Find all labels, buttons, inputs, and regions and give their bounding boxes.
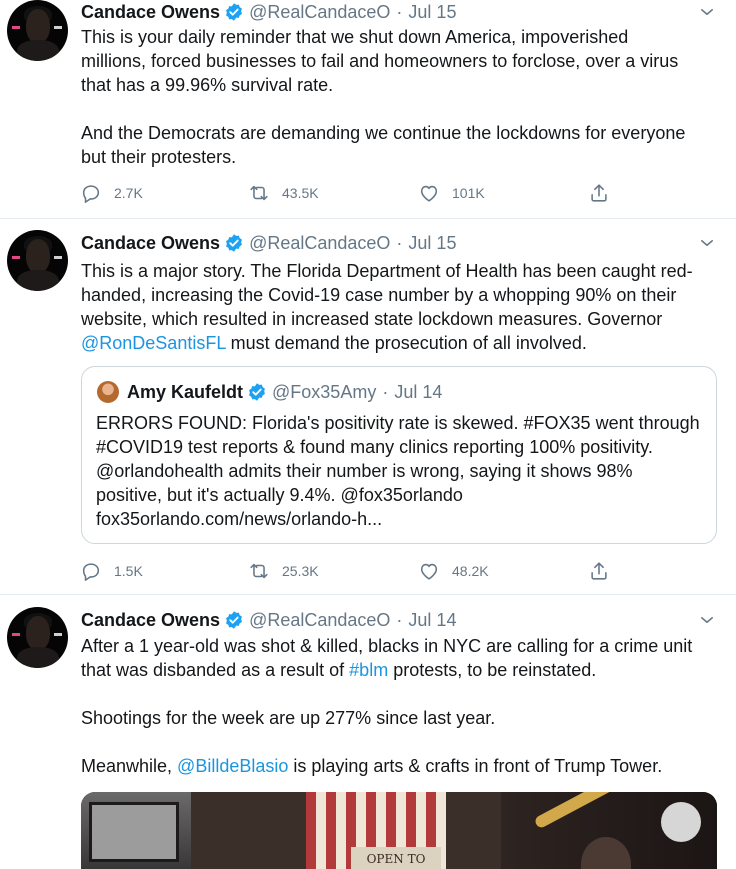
- separator: ·: [382, 381, 389, 402]
- retweet-button[interactable]: [248, 180, 319, 206]
- reply-icon: [80, 560, 102, 582]
- retweet-count: 25.3K: [282, 563, 319, 579]
- tweet-header: [81, 231, 456, 255]
- reply-count: 1.5K: [114, 563, 143, 579]
- share-icon: [588, 560, 610, 582]
- author-name[interactable]: Candace Owens: [81, 1, 221, 22]
- tweet-text-line: [81, 331, 721, 355]
- tweet-actions: [80, 558, 640, 584]
- author-name[interactable]: Candace Owens: [81, 232, 221, 253]
- tweet-date[interactable]: Jul 15: [408, 1, 457, 22]
- quoted-tweet[interactable]: [81, 366, 717, 544]
- tweet-text-fragment: protests, to be reinstated.: [388, 660, 597, 680]
- avatar[interactable]: [7, 230, 68, 291]
- media-sign-text: OPEN TO: [351, 847, 441, 869]
- tweet-text: [81, 25, 721, 169]
- retweet-button[interactable]: [248, 558, 319, 584]
- tweet-date[interactable]: Jul 14: [408, 609, 457, 630]
- avatar[interactable]: [7, 607, 68, 668]
- chevron-down-icon[interactable]: [698, 234, 716, 252]
- tweet-text-fragment: that was disbanded as a result of: [81, 660, 350, 680]
- tweet-text-fragment: Meanwhile,: [81, 756, 178, 776]
- quote-author-name: Amy Kaufeldt: [127, 381, 244, 402]
- quote-text-line: fox35orlando.com/news/orlando-h...: [96, 509, 383, 529]
- reply-count: 2.7K: [114, 185, 143, 201]
- share-button[interactable]: [588, 180, 622, 206]
- tweet[interactable]: [0, 219, 736, 595]
- hashtag-link[interactable]: #blm: [349, 660, 389, 680]
- quote-author-handle: @Fox35Amy: [272, 381, 377, 402]
- like-count: 48.2K: [452, 563, 489, 579]
- heart-icon: [418, 182, 440, 204]
- tweet-text-fragment: is playing arts & crafts in front of Trump Tower.: [288, 756, 663, 776]
- tweet-text-line: [81, 658, 721, 682]
- chevron-down-icon[interactable]: [698, 611, 716, 629]
- like-button[interactable]: [418, 558, 489, 584]
- tweet-text-line: handed, increasing the Covid-19 case number by a whopping 90% on their: [81, 285, 677, 305]
- tweet-text-line: [81, 754, 721, 778]
- reply-button[interactable]: [80, 558, 143, 584]
- separator: ·: [396, 1, 403, 22]
- like-count: 101K: [452, 185, 485, 201]
- author-handle[interactable]: @RealCandaceO: [249, 232, 391, 253]
- quote-text: [96, 411, 706, 531]
- tweet-text-line: This is a major story. The Florida Department of Health has been caught red-: [81, 261, 693, 281]
- retweet-icon: [248, 560, 270, 582]
- verified-badge-icon: [224, 610, 244, 630]
- author-handle[interactable]: @RealCandaceO: [249, 1, 391, 22]
- author-handle[interactable]: @RealCandaceO: [249, 609, 391, 630]
- retweet-count: 43.5K: [282, 185, 319, 201]
- tweet-text-line: This is your daily reminder that we shut down America, impoverished: [81, 27, 629, 47]
- tweet-header: [81, 608, 456, 632]
- separator: ·: [396, 232, 403, 253]
- share-button[interactable]: [588, 558, 622, 584]
- heart-icon: [418, 560, 440, 582]
- tweet-text-line: that has a 99.96% survival rate.: [81, 75, 334, 95]
- tweet-text-line: website, which resulted in increased state lockdown measures. Governor: [81, 309, 663, 329]
- tweet-actions: [80, 180, 640, 206]
- tweet-date[interactable]: Jul 15: [408, 232, 457, 253]
- reply-button[interactable]: [80, 180, 143, 206]
- tweet[interactable]: [0, 0, 736, 219]
- verified-badge-icon: [224, 233, 244, 253]
- tweet-text: [81, 634, 721, 778]
- share-icon: [588, 182, 610, 204]
- retweet-icon: [248, 182, 270, 204]
- reply-icon: [80, 182, 102, 204]
- verified-badge-icon: [247, 382, 267, 402]
- tweet-text-line: And the Democrats are demanding we continue the lockdowns for everyone: [81, 123, 686, 143]
- tweet-text-line: but their protesters.: [81, 147, 237, 167]
- quote-avatar[interactable]: [97, 381, 119, 403]
- quote-text-line: ERRORS FOUND: Florida's positivity rate is skewed. #FOX35 went through: [96, 413, 700, 433]
- quote-text-line: positive, but it's actually 9.4%. @fox35orlando: [96, 485, 463, 505]
- tweet-text-line: Shootings for the week are up 277% since last year.: [81, 708, 496, 728]
- tweet-text-line: millions, forced businesses to fail and homeowners to forclose, over a virus: [81, 51, 679, 71]
- avatar[interactable]: [7, 0, 68, 61]
- quote-date: Jul 14: [394, 381, 443, 402]
- author-name[interactable]: Candace Owens: [81, 609, 221, 630]
- like-button[interactable]: [418, 180, 485, 206]
- separator: ·: [396, 609, 403, 630]
- tweet-text: [81, 259, 721, 355]
- verified-badge-icon: [224, 2, 244, 22]
- tweet-media-image[interactable]: [81, 792, 717, 869]
- chevron-down-icon[interactable]: [698, 3, 716, 21]
- quote-text-line: #COVID19 test reports & found many clinics reporting 100% positivity.: [96, 437, 653, 457]
- quote-text-line: @orlandohealth admits their number is wrong, saying it shows 98%: [96, 461, 633, 481]
- tweet-text-fragment: must demand the prosecution of all involved.: [225, 333, 587, 353]
- quote-header: [127, 380, 442, 404]
- tweet-header: [81, 0, 456, 24]
- mention-link[interactable]: @RonDeSantisFL: [81, 333, 226, 353]
- tweet-text-line: After a 1 year-old was shot & killed, blacks in NYC are calling for a crime unit: [81, 636, 693, 656]
- mention-link[interactable]: @BilldeBlasio: [177, 756, 289, 776]
- tweet[interactable]: [0, 595, 736, 869]
